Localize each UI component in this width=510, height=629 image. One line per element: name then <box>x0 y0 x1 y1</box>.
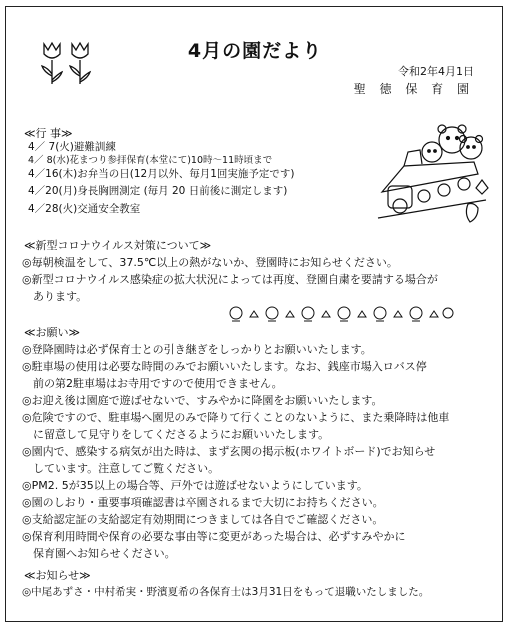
animal-train-illustration <box>374 122 492 230</box>
page-title: 4月の園だより <box>187 40 323 62</box>
requests-heading: ≪お願い≫ <box>24 326 81 339</box>
request-line: に留意して見守りをしてくださるようにお願いいたします。 <box>22 428 330 441</box>
covid-line: あります。 <box>22 290 88 303</box>
events-heading: ≪行 事≫ <box>24 127 73 140</box>
covid-line: ◎新型コロナウイルス感染症の拡大状況によっては再度、登園自粛を要請する場合が <box>22 273 438 286</box>
event-item: 4／28(火)交通安全教室 <box>28 203 141 215</box>
request-line: ◎PM2. 5が35以上の場合等、戸外では遊ばせないようにしています。 <box>22 479 368 492</box>
request-line: ◎お迎え後は園庭で遊ばせないで、すみやかに降園をお願いいたします。 <box>22 394 383 407</box>
request-line: しています。注意してご覧ください。 <box>22 462 220 475</box>
request-line: ◎園のしおり・重要事項確認書は卒園されるまで大切にお持ちください。 <box>22 496 384 509</box>
event-item: 4／16(木)お弁当の日(12月以外、毎月1回実施予定です) <box>28 168 295 180</box>
decorative-doodles <box>226 303 454 327</box>
request-line: ◎危険ですので、駐車場へ園児のみで降りて行くことのないように、また乗降時は他車 <box>22 411 450 424</box>
request-line: 保育園へお知らせください。 <box>22 547 176 560</box>
request-line: ◎園内で、感染する病気が出た時は、まず玄関の掲示板(ホワイトボード)でお知らせ <box>22 445 436 458</box>
notice-line: ◎中尾あずさ・中村希実・野濱夏希の各保育士は3月31日をもって退職いたしました。 <box>22 586 430 598</box>
request-line: ◎登降園時は必ず保育士との引き継ぎをしっかりとお願いいたします。 <box>22 343 372 356</box>
request-line: ◎駐車場の使用は必要な時間のみでお願いいたします。なお、銭座市場入ロバス停 <box>22 360 427 373</box>
event-item: 4／20(月)身長胸囲測定 (毎月 20 日前後に測定します) <box>28 185 288 197</box>
organization-name: 聖 徳 保 育 園 <box>353 82 474 96</box>
issue-date: 令和2年4月1日 <box>398 65 474 78</box>
event-item: 4／ 8(水)花まつり参拝保育(本堂にて)10時～11時頃まで <box>28 155 273 166</box>
request-line: ◎支給認定証の支給認定有効期間につきましては各自でご確認ください。 <box>22 513 384 526</box>
event-item: 4／ 7(火)避難訓練 <box>28 141 116 153</box>
notices-heading: ≪お知らせ≫ <box>24 569 91 582</box>
covid-heading: ≪新型コロナウイルス対策について≫ <box>24 239 212 252</box>
request-line: ◎保育利用時間や保育の必要な事由等に変更があった場合は、必ずすみやかに <box>22 530 406 543</box>
request-line: 前の第2駐車場はお寺用ですので使用できません。 <box>22 377 283 390</box>
covid-line: ◎毎朝検温をして、37.5℃以上の熱がないか、登園時にお知らせください。 <box>22 256 398 269</box>
